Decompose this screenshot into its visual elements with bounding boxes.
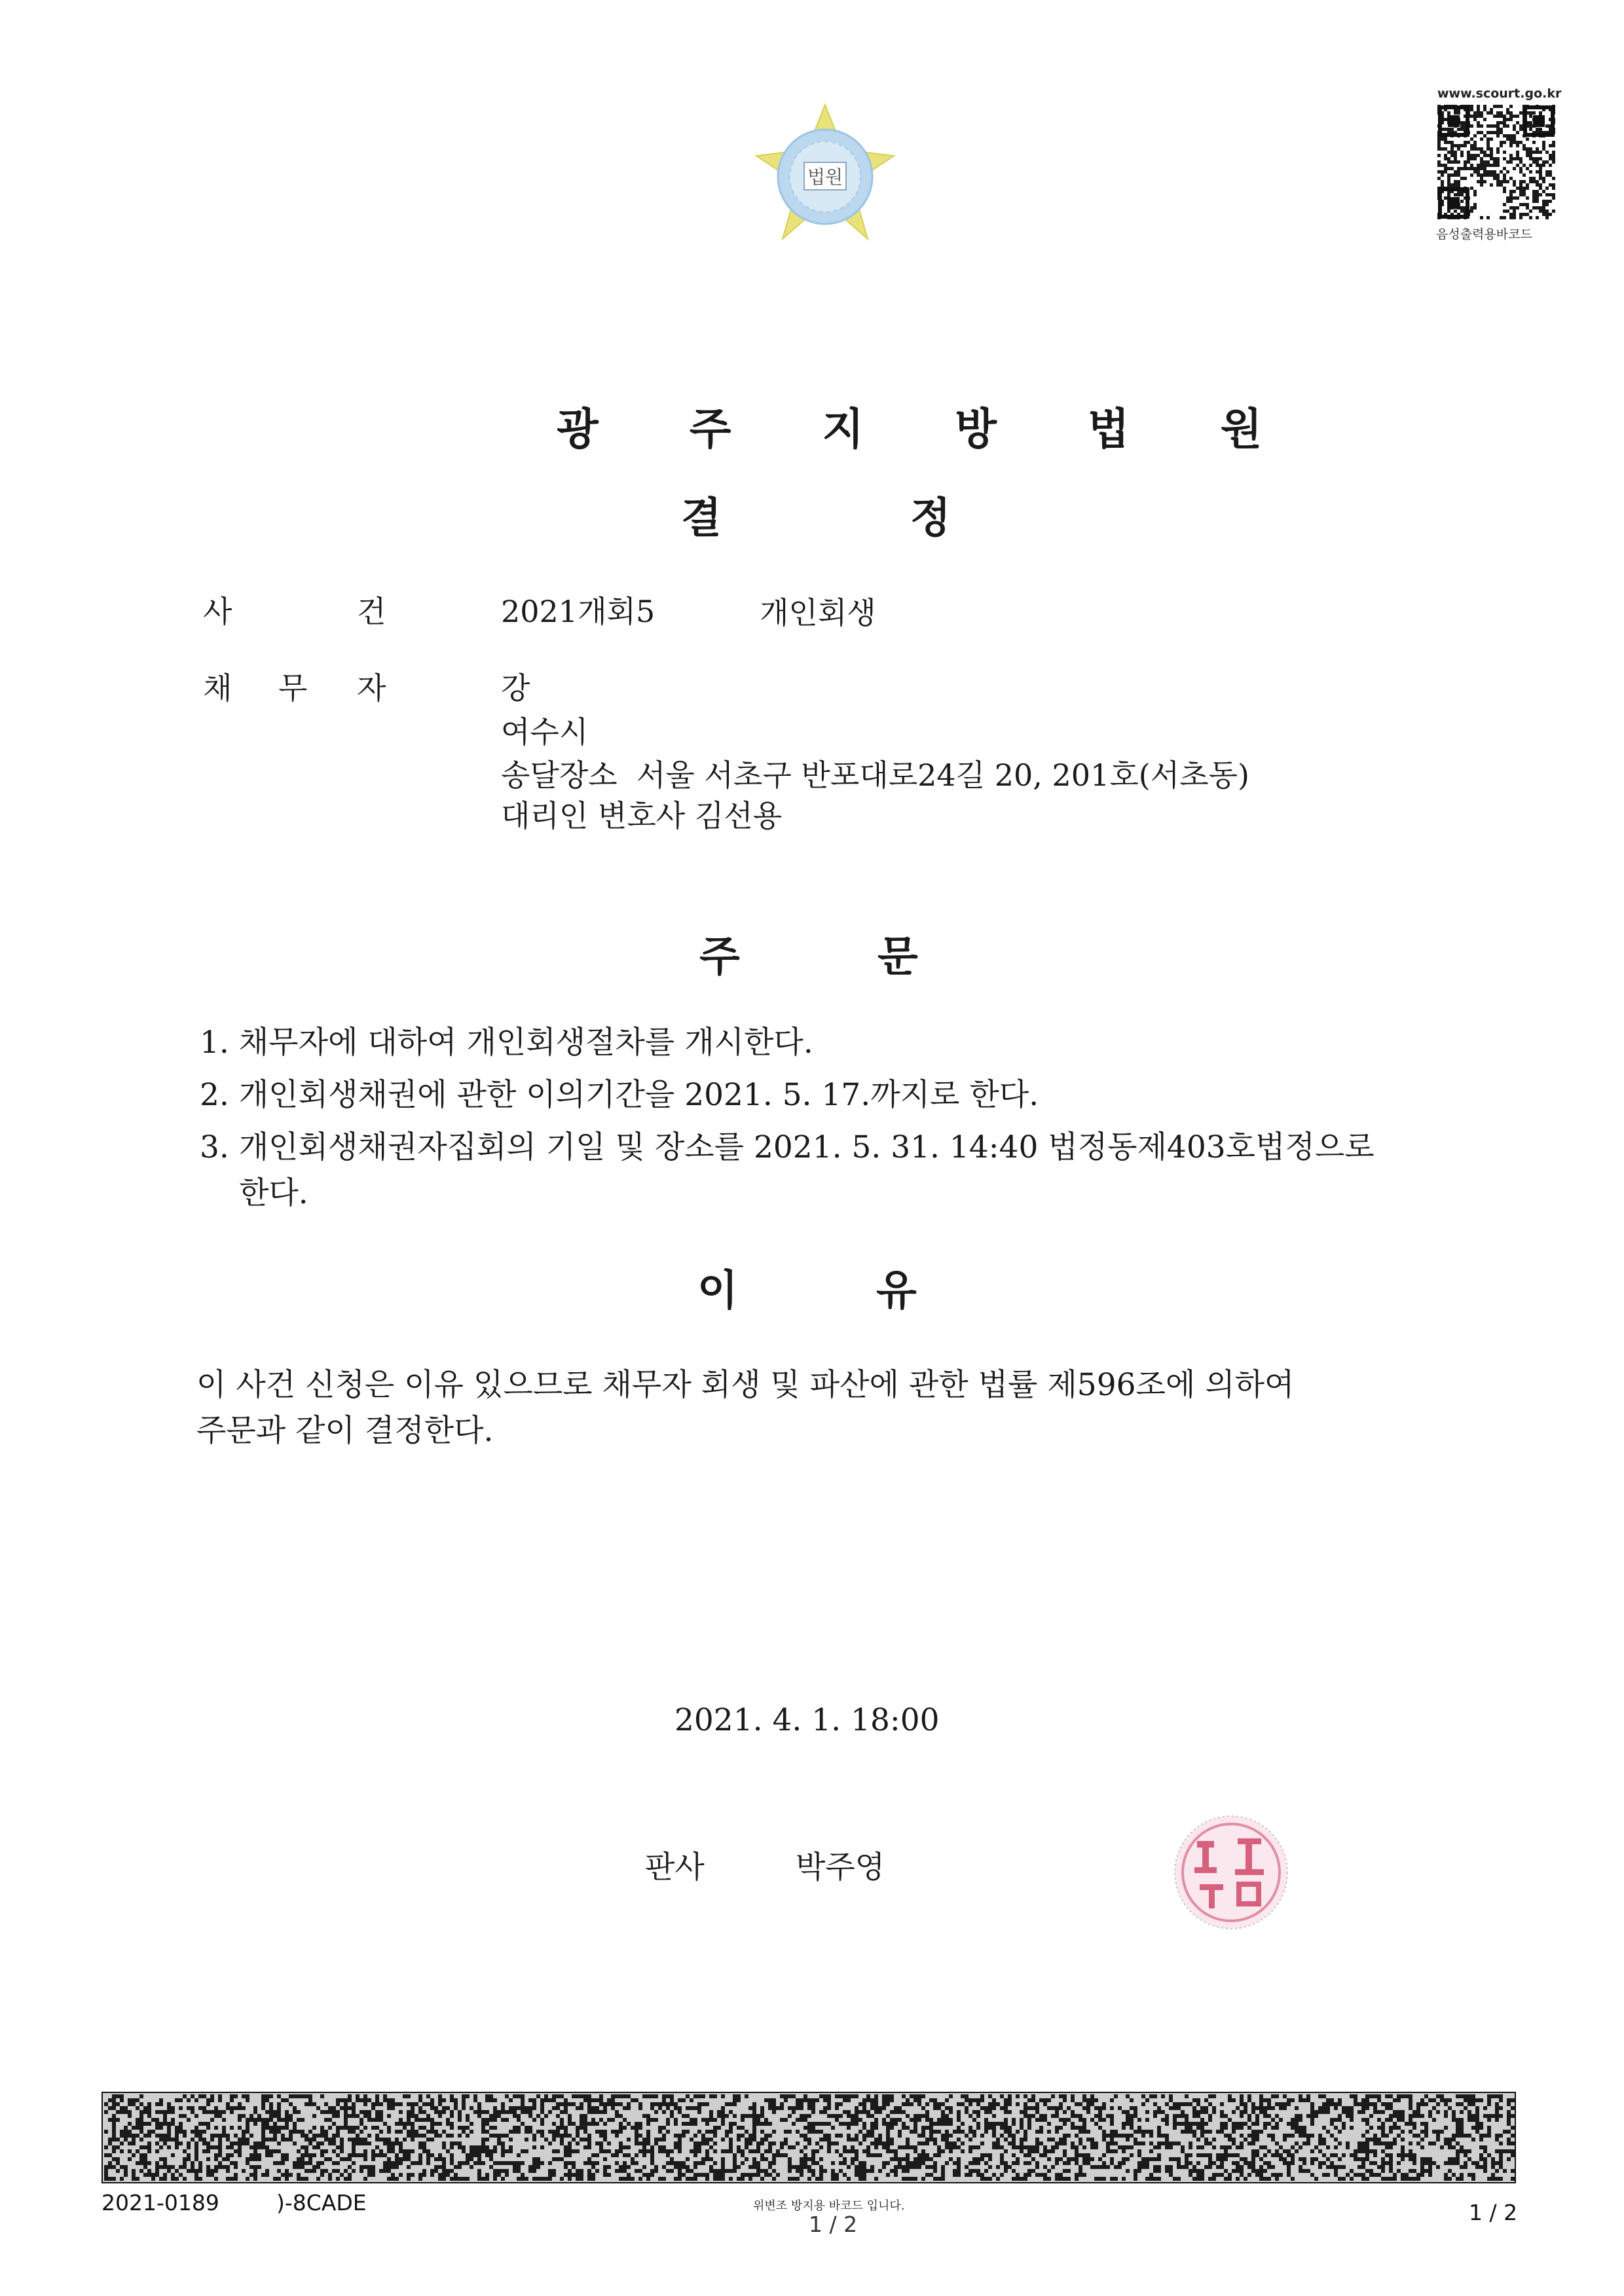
case-type: 개인회생 — [760, 595, 876, 630]
legal-agent: 대리인 변호사 김선용 — [501, 798, 783, 833]
page-number-right: 1 / 2 — [1469, 2200, 1518, 2225]
delivery-address: 송달장소 서울 서초구 반포대로24길 20, 201호(서초동) — [501, 757, 1249, 793]
qr-url: www.scourt.go.kr — [1437, 86, 1562, 101]
doc-type-title-left: 결 — [681, 494, 722, 543]
judge-name: 박주영 — [796, 1850, 885, 1886]
order-item-2: 2. 개인회생채권에 관한 이의기간을 2021. 5. 17.까지로 한다. — [200, 1077, 1039, 1113]
doc-type-title-right: 정 — [910, 494, 951, 543]
court-name-title: 광 주 지 방 법 원 — [557, 404, 1301, 454]
case-label-2: 건 — [357, 594, 386, 629]
doc-id-right: )-8CADE — [276, 2190, 367, 2215]
debtor-label-2: 무 — [278, 670, 308, 706]
doc-id-left: 2021-0189 — [101, 2190, 219, 2215]
reason-line-2: 주문과 같이 결정한다. — [196, 1413, 494, 1449]
anti-forgery-barcode — [101, 2092, 1516, 2183]
barcode-note: 위변조 방지용 바코드 입니다. — [753, 2199, 905, 2213]
qr-caption: 음성출력용바코드 — [1436, 227, 1532, 242]
debtor-label-3: 자 — [357, 670, 386, 706]
reason-heading-right: 유 — [876, 1267, 917, 1315]
order-item-3: 3. 개인회생채권자집회의 기일 및 장소를 2021. 5. 31. 14:40 법정동제403호법정으로 — [200, 1129, 1375, 1165]
reason-line-1: 이 사건 신청은 이유 있으므로 채무자 회생 및 파산에 관한 법률 제596조에 의하여 — [196, 1367, 1295, 1403]
page-number-center: 1 / 2 — [809, 2212, 858, 2237]
case-number: 2021개회5 — [501, 594, 655, 629]
order-heading-right: 문 — [877, 933, 918, 981]
qr-code-icon — [1437, 105, 1555, 219]
judge-seal-stamp — [1166, 1807, 1297, 1938]
order-item-1: 1. 채무자에 대하여 개인회생절차를 개시한다. — [200, 1025, 813, 1061]
case-label-1: 사 — [203, 594, 232, 629]
reason-heading-left: 이 — [697, 1267, 738, 1315]
debtor-label-1: 채 — [203, 670, 232, 706]
court-emblem-icon — [747, 98, 904, 255]
emblem-text: 법원 — [807, 166, 843, 188]
order-heading-left: 주 — [699, 933, 740, 981]
judge-label: 판사 — [645, 1850, 705, 1886]
debtor-address: 여수시 — [501, 714, 589, 750]
decision-date: 2021. 4. 1. 18:00 — [674, 1702, 940, 1738]
debtor-name: 강 — [501, 670, 530, 706]
order-item-3-continuation: 한다. — [239, 1175, 308, 1211]
